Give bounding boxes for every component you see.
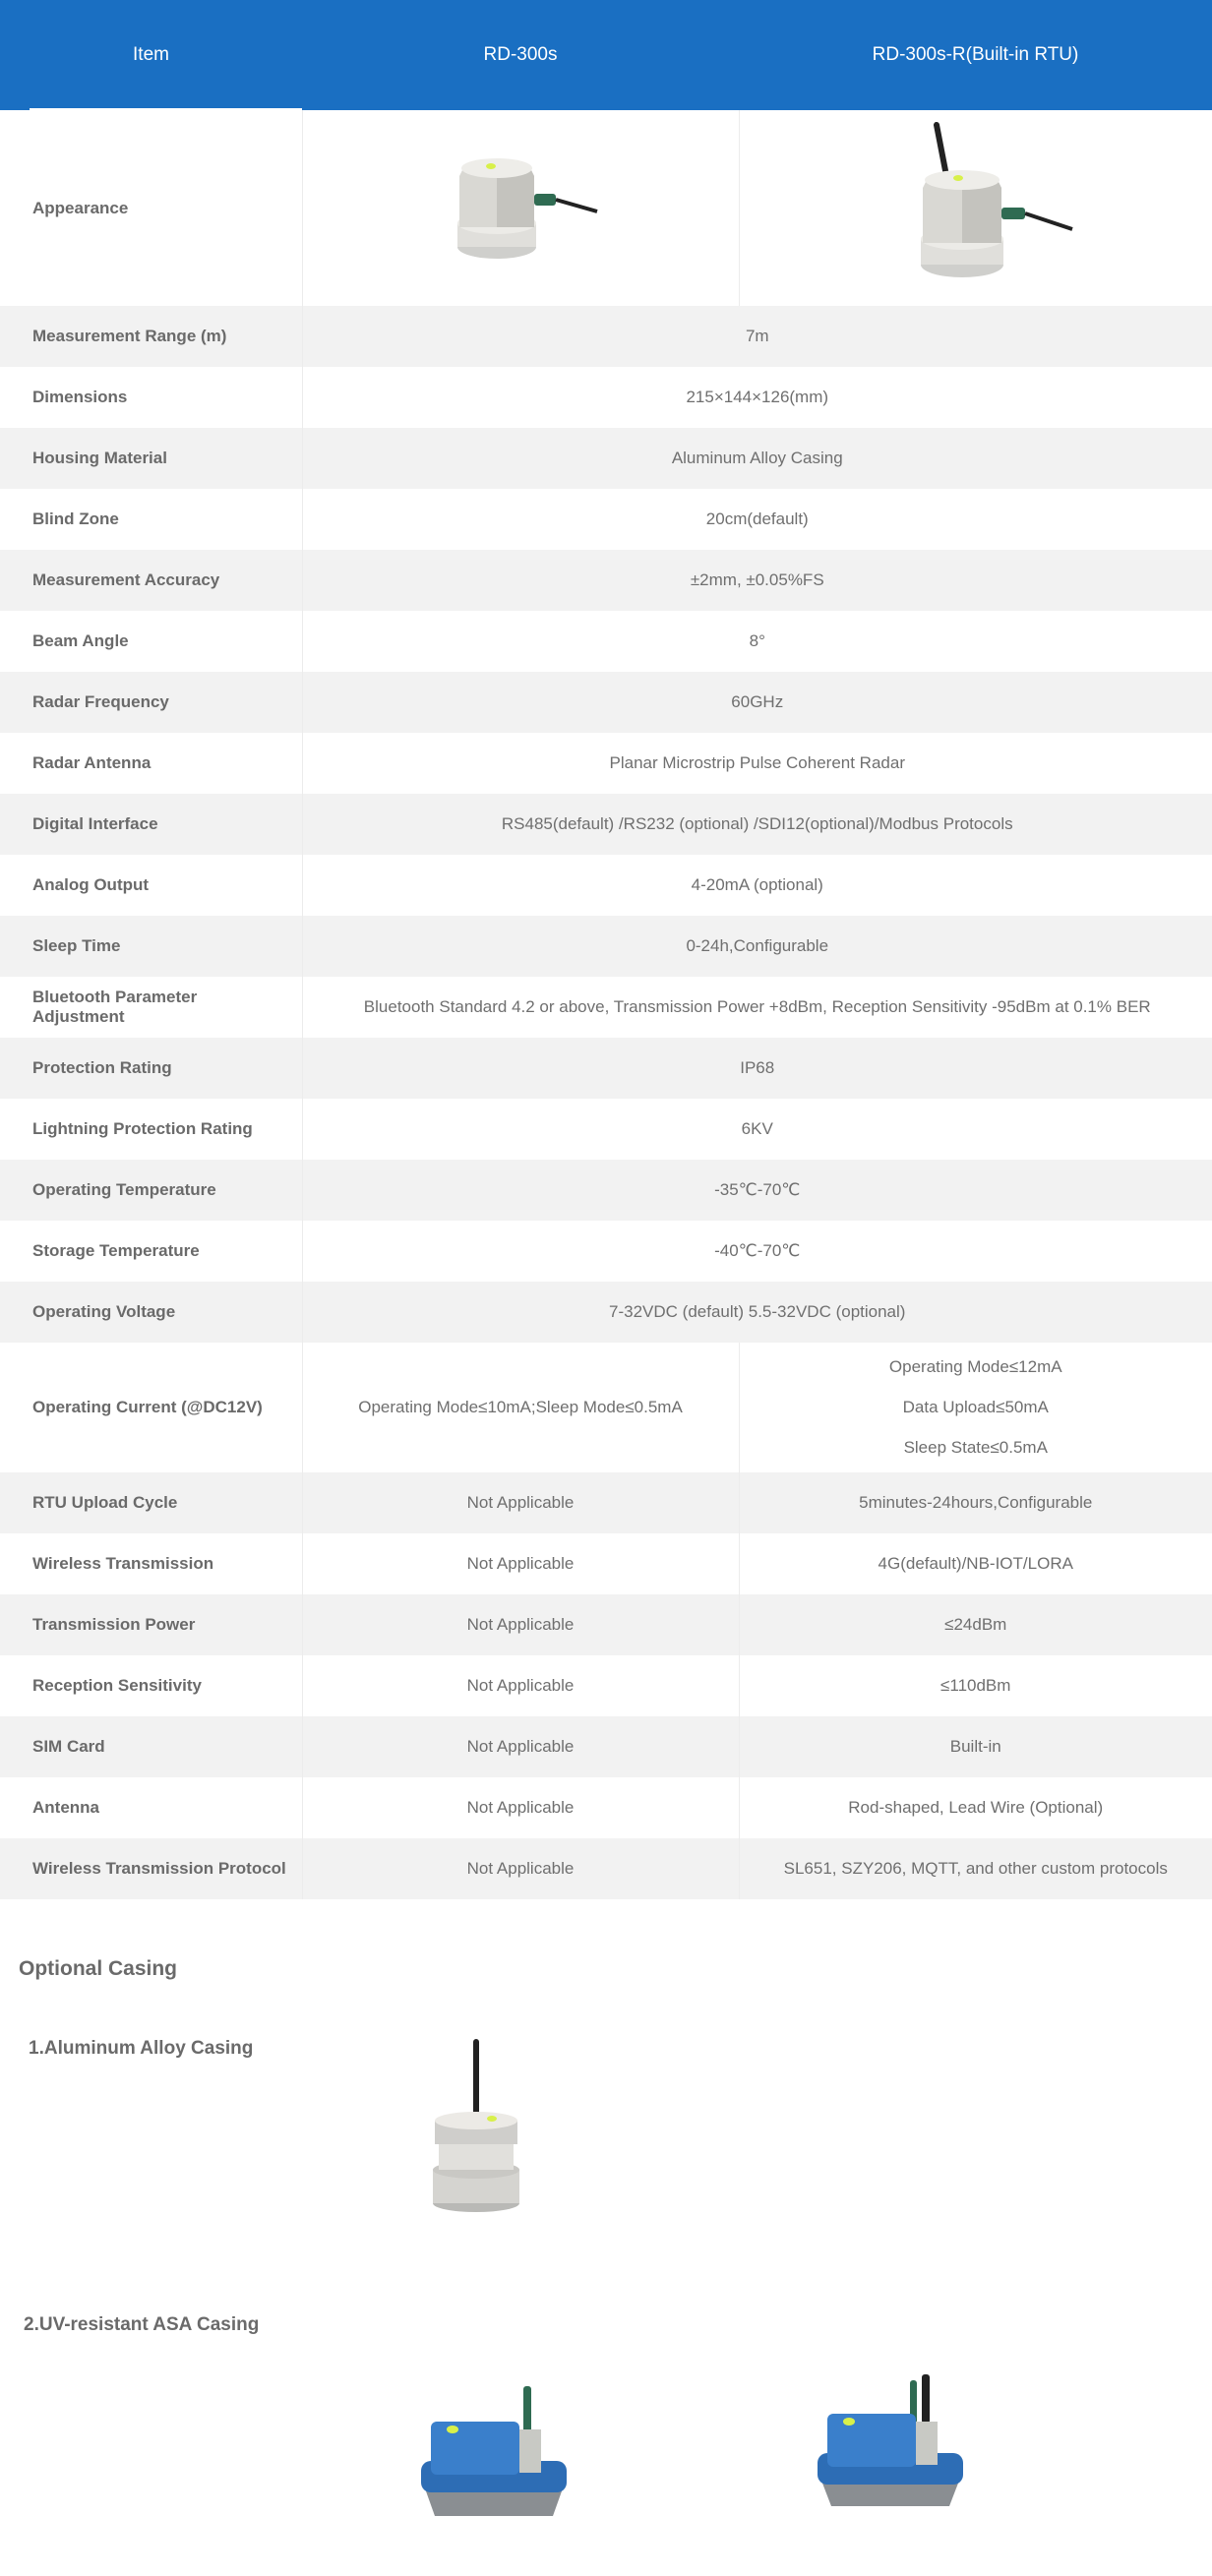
rd300s-value: Not Applicable bbox=[302, 1838, 739, 1899]
spec-row bbox=[0, 1655, 1212, 1716]
row-value: 20cm(default) bbox=[302, 489, 1212, 550]
row-label: Lightning Protection Rating bbox=[0, 1099, 302, 1160]
row-value: 60GHz bbox=[302, 672, 1212, 733]
row-label: Antenna bbox=[0, 1777, 302, 1838]
rd300sr-image bbox=[739, 110, 1212, 306]
rd300sr-value: ≤110dBm bbox=[739, 1655, 1212, 1716]
row-label: Operating Current (@DC12V) bbox=[0, 1343, 302, 1472]
spec-row bbox=[0, 1533, 1212, 1594]
casing-item-asa: 2.UV-resistant ASA Casing bbox=[24, 2314, 260, 2335]
spec-row bbox=[0, 916, 1212, 977]
spec-row bbox=[0, 428, 1212, 489]
spec-row bbox=[0, 672, 1212, 733]
spec-row bbox=[0, 489, 1212, 550]
row-value: 215×144×126(mm) bbox=[302, 367, 1212, 428]
rd300sr-value: SL651, SZY206, MQTT, and other custom protocols bbox=[739, 1838, 1212, 1899]
spec-row-operating-current bbox=[0, 1343, 1212, 1472]
spec-row bbox=[0, 1099, 1212, 1160]
spec-row bbox=[0, 1472, 1212, 1533]
row-label: Analog Output bbox=[0, 855, 302, 916]
row-label: SIM Card bbox=[0, 1716, 302, 1777]
rd300sr-value: 5minutes-24hours,Configurable bbox=[739, 1472, 1212, 1533]
row-label: Dimensions bbox=[0, 367, 302, 428]
casing-item-aluminum: 1.Aluminum Alloy Casing bbox=[29, 2038, 254, 2059]
spec-row bbox=[0, 1838, 1212, 1899]
rd300s-image bbox=[302, 110, 739, 306]
header-rd300s: RD-300s bbox=[302, 0, 739, 110]
optional-casing-title: Optional Casing bbox=[19, 1957, 178, 1980]
rd300s-value: Not Applicable bbox=[302, 1716, 739, 1777]
radar-sensor-image bbox=[432, 137, 609, 274]
row-label: Radar Frequency bbox=[0, 672, 302, 733]
rd300s-value: Not Applicable bbox=[302, 1777, 739, 1838]
spec-row bbox=[0, 1716, 1212, 1777]
row-value: IP68 bbox=[302, 1038, 1212, 1099]
row-value: ±2mm, ±0.05%FS bbox=[302, 550, 1212, 611]
rd300s-value: Not Applicable bbox=[302, 1533, 739, 1594]
aluminum-casing-image bbox=[421, 2036, 529, 2213]
row-label: Storage Temperature bbox=[0, 1221, 302, 1282]
appearance-row bbox=[0, 110, 1212, 306]
spec-row bbox=[0, 733, 1212, 794]
row-value: 0-24h,Configurable bbox=[302, 916, 1212, 977]
spec-row bbox=[0, 1160, 1212, 1221]
spec-row bbox=[0, 1282, 1212, 1343]
current-line: Data Upload≤50mA bbox=[902, 1398, 1049, 1416]
row-label: Digital Interface bbox=[0, 794, 302, 855]
rd300s-value: Operating Mode≤10mA;Sleep Mode≤0.5mA bbox=[302, 1343, 739, 1472]
row-label: Operating Voltage bbox=[0, 1282, 302, 1343]
row-label: Sleep Time bbox=[0, 916, 302, 977]
row-value: Bluetooth Standard 4.2 or above, Transmission Power +8dBm, Reception Sensitivity -95dBm at 0.1% BER bbox=[302, 977, 1212, 1038]
row-value: -40℃-70℃ bbox=[302, 1221, 1212, 1282]
row-value: RS485(default) /RS232 (optional) /SDI12(optional)/Modbus Protocols bbox=[302, 794, 1212, 855]
row-label: Blind Zone bbox=[0, 489, 302, 550]
rd300s-value: Not Applicable bbox=[302, 1594, 739, 1655]
row-value: -35℃-70℃ bbox=[302, 1160, 1212, 1221]
spec-row bbox=[0, 367, 1212, 428]
row-label: Radar Antenna bbox=[0, 733, 302, 794]
table-header-row bbox=[0, 0, 1212, 110]
spec-row bbox=[0, 611, 1212, 672]
row-label: Bluetooth Parameter Adjustment bbox=[0, 977, 302, 1038]
asa-casing-image-2 bbox=[812, 2372, 969, 2520]
asa-casing-image-1 bbox=[415, 2380, 573, 2528]
row-value: 4-20mA (optional) bbox=[302, 855, 1212, 916]
row-label: RTU Upload Cycle bbox=[0, 1472, 302, 1533]
spec-row bbox=[0, 794, 1212, 855]
row-label: Appearance bbox=[0, 110, 302, 306]
rd300sr-value: Built-in bbox=[739, 1716, 1212, 1777]
row-label: Operating Temperature bbox=[0, 1160, 302, 1221]
spec-row bbox=[0, 1221, 1212, 1282]
spec-row bbox=[0, 550, 1212, 611]
row-label: Measurement Accuracy bbox=[0, 550, 302, 611]
row-label: Beam Angle bbox=[0, 611, 302, 672]
row-value: 7-32VDC (default) 5.5-32VDC (optional) bbox=[302, 1282, 1212, 1343]
current-line: Sleep State≤0.5mA bbox=[903, 1438, 1048, 1457]
row-label: Measurement Range (m) bbox=[0, 306, 302, 367]
header-item: Item bbox=[0, 0, 302, 110]
row-label: Wireless Transmission bbox=[0, 1533, 302, 1594]
current-line: Operating Mode≤12mA bbox=[888, 1357, 1062, 1376]
spec-row bbox=[0, 1038, 1212, 1099]
row-label: Protection Rating bbox=[0, 1038, 302, 1099]
spec-row bbox=[0, 1777, 1212, 1838]
row-value: 7m bbox=[302, 306, 1212, 367]
rd300s-value: Not Applicable bbox=[302, 1655, 739, 1716]
rd300sr-value: ≤24dBm bbox=[739, 1594, 1212, 1655]
rd300sr-value: Rod-shaped, Lead Wire (Optional) bbox=[739, 1777, 1212, 1838]
row-label: Housing Material bbox=[0, 428, 302, 489]
row-value: 8° bbox=[302, 611, 1212, 672]
radar-sensor-rtu-image bbox=[868, 117, 1084, 294]
spec-row bbox=[0, 1594, 1212, 1655]
row-label: Reception Sensitivity bbox=[0, 1655, 302, 1716]
header-rd300sr: RD-300s-R(Built-in RTU) bbox=[739, 0, 1212, 110]
row-value: Planar Microstrip Pulse Coherent Radar bbox=[302, 733, 1212, 794]
spec-row bbox=[0, 306, 1212, 367]
row-value: Aluminum Alloy Casing bbox=[302, 428, 1212, 489]
rd300sr-value bbox=[739, 1343, 1212, 1472]
row-label: Wireless Transmission Protocol bbox=[0, 1838, 302, 1899]
rd300sr-value: 4G(default)/NB-IOT/LORA bbox=[739, 1533, 1212, 1594]
rd300s-value: Not Applicable bbox=[302, 1472, 739, 1533]
row-label: Transmission Power bbox=[0, 1594, 302, 1655]
spec-row bbox=[0, 977, 1212, 1038]
row-value: 6KV bbox=[302, 1099, 1212, 1160]
spec-row bbox=[0, 855, 1212, 916]
